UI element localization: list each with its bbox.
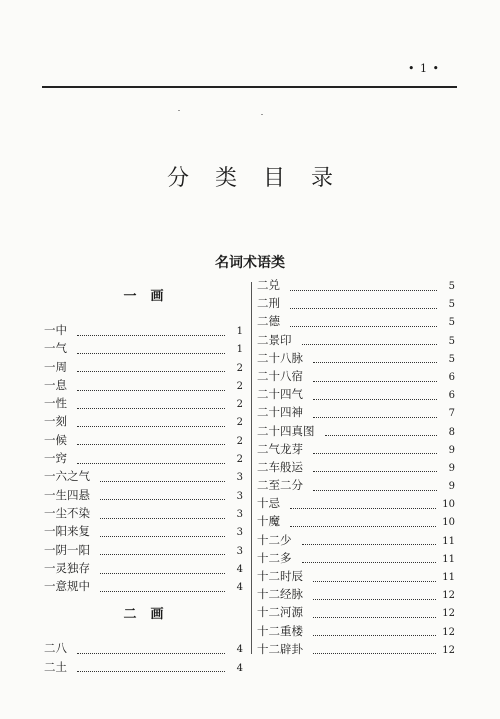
toc-entry	[257, 477, 455, 495]
page-number: • 1 •	[408, 62, 440, 75]
dot-leader	[313, 409, 437, 418]
toc-entry-page: 7	[448, 408, 455, 420]
toc-entry	[44, 505, 243, 523]
scan-speck	[178, 110, 180, 111]
toc-entry-term: 二八	[44, 641, 67, 656]
toc-entry-term: 二景印	[257, 332, 292, 347]
toc-entry	[257, 623, 455, 641]
toc-entry-page: 5	[448, 317, 455, 329]
toc-entry-term: 一窍	[44, 451, 67, 466]
toc-entry-term: 一意规中	[44, 579, 90, 594]
dot-leader	[313, 482, 437, 491]
toc-entry-term: 一性	[44, 396, 67, 411]
toc-entry-page: 9	[448, 481, 455, 493]
toc-entry	[257, 459, 455, 477]
dot-leader	[313, 373, 437, 382]
toc-entry-page: 5	[448, 353, 455, 365]
toc-entry-term: 十二河源	[257, 605, 303, 620]
toc-entry-page: 3	[236, 472, 243, 484]
toc-entry-term: 一周	[44, 359, 67, 374]
toc-entry	[44, 542, 243, 560]
dot-leader	[325, 427, 438, 436]
toc-entry	[257, 441, 455, 459]
toc-entry	[44, 659, 243, 677]
toc-entry	[44, 640, 243, 658]
toc-entry-term: 二土	[44, 659, 67, 674]
dot-leader	[77, 382, 225, 391]
toc-entry-term: 一六之气	[44, 469, 90, 484]
toc-entry	[44, 432, 243, 450]
dot-leader	[313, 645, 436, 654]
toc-entry-page: 5	[448, 335, 455, 347]
dot-leader	[77, 436, 225, 445]
toc-entry-term: 二至二分	[257, 478, 303, 493]
toc-entry-page: 1	[236, 326, 243, 337]
toc-entry-term: 十二重楼	[257, 623, 303, 638]
toc-entry	[44, 578, 243, 596]
dot-leader	[100, 510, 225, 519]
toc-entry-term: 一生四悬	[44, 487, 90, 502]
toc-entry-term: 二兑	[257, 278, 280, 292]
toc-entry	[44, 560, 243, 578]
toc-entry	[44, 523, 243, 541]
toc-entry	[257, 641, 455, 659]
dot-leader	[77, 663, 225, 672]
toc-entry-term: 二十四真图	[257, 423, 315, 438]
toc-entry-term: 一阴一阳	[44, 542, 90, 557]
column-divider	[251, 282, 252, 654]
toc-entry-page: 2	[236, 380, 243, 392]
toc-entry	[257, 586, 455, 604]
toc-entry-term: 一候	[44, 432, 67, 447]
toc-entry	[44, 468, 243, 486]
dot-leader	[302, 554, 437, 563]
toc-entry	[257, 513, 455, 531]
document-title: 分类目录	[166, 165, 359, 191]
toc-entry	[44, 450, 243, 468]
toc-entry	[44, 377, 243, 395]
section-title: 名词术语类	[215, 254, 285, 271]
dot-leader	[77, 345, 225, 354]
toc-entry-term: 十魔	[257, 514, 280, 529]
toc-entry-term: 十二时辰	[257, 569, 303, 583]
toc-entry	[44, 487, 243, 505]
dot-leader	[290, 300, 437, 309]
toc-entry-term: 十忌	[257, 496, 280, 511]
dot-leader	[313, 609, 436, 618]
toc-entry-term: 一阳来复	[44, 524, 90, 539]
toc-entry-page: 12	[442, 590, 455, 602]
toc-entry-page: 5	[448, 281, 455, 292]
toc-entry-term: 一尘不染	[44, 505, 90, 520]
dot-leader	[302, 336, 438, 345]
dot-leader	[100, 565, 225, 574]
toc-entry-term: 一息	[44, 377, 67, 392]
toc-entry-term: 二气龙芽	[257, 441, 303, 456]
toc-entry-page: 12	[442, 644, 455, 656]
toc-entry-term: 二十四神	[257, 405, 303, 420]
toc-entry-term: 二刑	[257, 296, 280, 311]
toc-entry	[44, 395, 243, 413]
toc-entry-term: 二十八宿	[257, 368, 303, 383]
toc-entry	[257, 313, 455, 331]
toc-entry	[257, 277, 455, 295]
stroke-count-heading: 一画	[123, 289, 178, 304]
toc-entry-page: 2	[236, 362, 243, 374]
header-rule	[42, 86, 457, 88]
toc-entry	[257, 332, 455, 350]
toc-entry-page: 11	[442, 553, 455, 565]
toc-entry	[257, 495, 455, 513]
toc-entry	[257, 550, 455, 568]
toc-entry-page: 8	[448, 426, 455, 438]
toc-entry-page: 6	[448, 390, 455, 402]
toc-entry	[44, 340, 243, 358]
toc-entry-term: 一中	[44, 323, 67, 337]
toc-entry-term: 二德	[257, 314, 280, 329]
toc-entry-page: 9	[448, 444, 455, 456]
dot-leader	[100, 546, 225, 555]
toc-entry-page: 12	[442, 626, 455, 638]
dot-leader	[290, 318, 437, 327]
toc-entry-page: 9	[448, 462, 455, 474]
dot-leader	[313, 391, 437, 400]
toc-entry-page: 2	[236, 454, 243, 466]
dot-leader	[77, 455, 225, 464]
toc-entry	[44, 322, 243, 340]
toc-entry	[257, 404, 455, 422]
dot-leader	[290, 518, 436, 527]
toc-entry-term: 二十八脉	[257, 350, 303, 365]
dot-leader	[313, 463, 437, 472]
toc-entry-page: 2	[236, 399, 243, 411]
toc-entry-page: 4	[236, 662, 243, 674]
toc-entry-term: 十二经脉	[257, 587, 303, 602]
dot-leader	[77, 363, 225, 372]
dot-leader	[100, 491, 225, 500]
dot-leader	[77, 327, 225, 336]
toc-entry	[257, 423, 455, 441]
toc-entry-page: 3	[236, 490, 243, 502]
dot-leader	[313, 445, 437, 454]
dot-leader	[77, 400, 225, 409]
toc-entry	[257, 350, 455, 368]
toc-entry-page: 12	[442, 608, 455, 620]
toc-entry	[257, 368, 455, 386]
toc-entry-page: 10	[442, 499, 455, 511]
toc-entry-term: 一气	[44, 341, 67, 356]
toc-entry-page: 11	[442, 535, 455, 547]
toc-entry-term: 一灵独存	[44, 560, 90, 575]
toc-entry-page: 10	[442, 517, 455, 529]
dot-leader	[100, 528, 225, 537]
toc-entry-page: 3	[236, 527, 243, 539]
toc-entry	[257, 386, 455, 404]
toc-entry	[257, 604, 455, 622]
toc-entry	[257, 295, 455, 313]
toc-entry-term: 十二少	[257, 532, 292, 547]
dot-leader	[302, 536, 437, 545]
toc-entry-page: 6	[448, 371, 455, 383]
left-column	[44, 284, 243, 677]
toc-entry-term: 二十四气	[257, 387, 303, 402]
dot-leader	[313, 573, 436, 582]
toc-entry-page: 3	[236, 508, 243, 520]
toc-entry-page: 1	[236, 344, 243, 356]
toc-entry	[257, 532, 455, 550]
dot-leader	[77, 645, 225, 654]
scan-speck	[261, 114, 263, 115]
toc-entry-page: 3	[236, 545, 243, 557]
toc-entry-term: 十二辟卦	[257, 641, 303, 656]
toc-entry-term: 十二多	[257, 550, 292, 565]
toc-entry-page: 11	[442, 572, 455, 583]
dot-leader	[290, 500, 436, 509]
dot-leader	[313, 627, 436, 636]
toc-entry-term: 一刻	[44, 414, 67, 429]
toc-entry	[44, 359, 243, 377]
toc-entry	[257, 568, 455, 586]
dot-leader	[313, 591, 436, 600]
dot-leader	[100, 583, 225, 592]
dot-leader	[77, 418, 225, 427]
toc-entry-term: 二车般运	[257, 459, 303, 474]
toc-entry	[44, 413, 243, 431]
dot-leader	[313, 354, 437, 363]
toc-entry-page: 2	[236, 435, 243, 447]
toc-entry-page: 4	[236, 644, 243, 656]
right-column	[257, 277, 455, 659]
toc-entry-page: 4	[236, 582, 243, 594]
dot-leader	[100, 473, 225, 482]
dot-leader	[290, 282, 437, 291]
toc-entry-page: 5	[448, 299, 455, 311]
toc-entry-page: 2	[236, 417, 243, 429]
toc-entry-page: 4	[236, 563, 243, 575]
stroke-count-heading: 二画	[123, 607, 178, 623]
